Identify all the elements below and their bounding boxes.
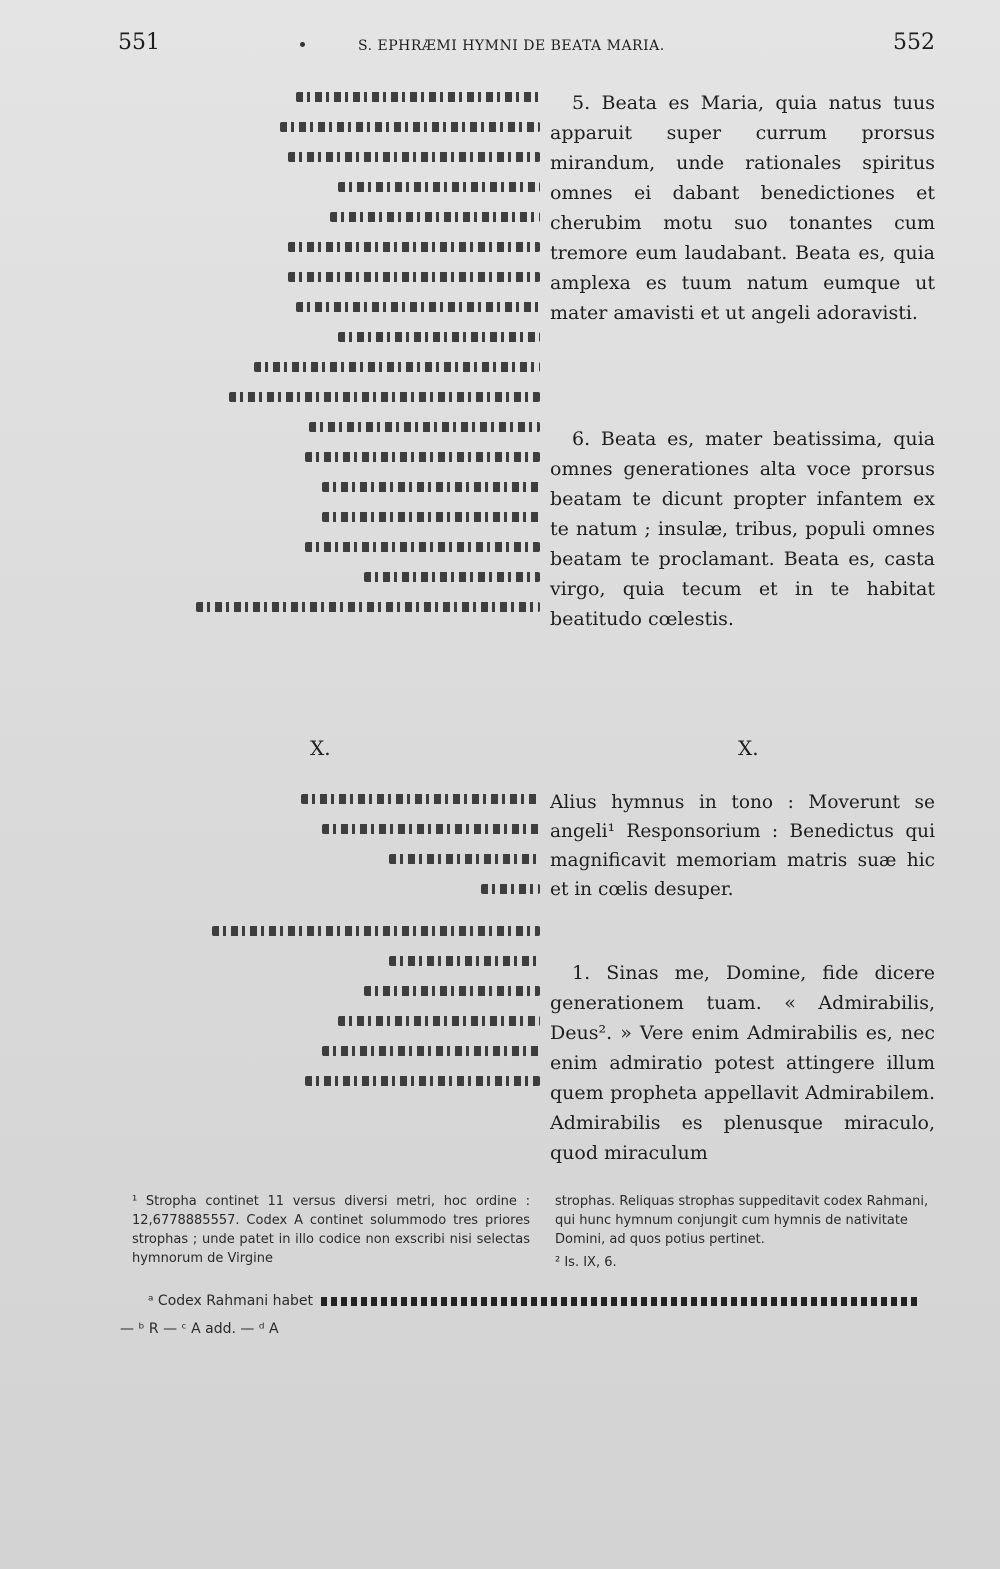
syriac-line-ink <box>309 422 540 432</box>
syriac-line <box>120 976 540 1006</box>
header-dot <box>300 42 305 47</box>
syriac-line-ink <box>280 122 540 132</box>
syriac-line-ink <box>330 212 540 222</box>
stanza-5 <box>550 88 935 328</box>
syriac-line-ink <box>196 602 540 612</box>
stanza-5-text: 5. Beata es Maria, quia natus tuus apparuit super currum prorsus mirandum, unde rationales spiritus omnes ei dabant benedictiones et cherubim motu suo tonantes cum tremore eum laudabant. Beata es, quia amplexa es tuum natum eumque ut mater amavisti et ut angeli adoravisti. <box>550 92 935 324</box>
section-number-right: X. <box>738 736 759 760</box>
syriac-line <box>120 442 540 472</box>
stanza-6 <box>550 424 935 634</box>
syriac-line-ink <box>322 824 540 834</box>
syriac-line <box>120 946 540 976</box>
syriac-line <box>120 322 540 352</box>
running-title: S. EPHRÆMI HYMNI DE BEATA MARIA. <box>358 38 665 54</box>
syriac-line-ink <box>338 1016 540 1026</box>
section-number-left: X. <box>310 736 331 760</box>
syriac-line-ink <box>288 242 540 252</box>
syriac-line <box>120 292 540 322</box>
syriac-line <box>120 202 540 232</box>
syriac-line <box>120 784 540 814</box>
hymn-intro-text: Alius hymnus in tono : Moverunt se angeli¹ Responsorium : Benedictus qui magnificavit memoriam matris suæ hic et in cœlis desuper. <box>550 792 935 900</box>
footnote-variants-bcd: — ᵇ R — ᶜ A add. — ᵈ A <box>120 1321 279 1337</box>
syriac-line <box>120 1006 540 1036</box>
syriac-line-ink <box>288 152 540 162</box>
syriac-line-ink <box>322 1046 540 1056</box>
footnote-right-text: strophas. Reliquas strophas suppeditavit codex Rahmani, qui hunc hymnum conjungit cum hymnis de nativitate Domini, ad quos potius pertinet. <box>555 1194 929 1247</box>
footnote-left: ¹ Strophа continet 11 versus diversi metri, hoc ordine : 12,6778885557. Codex A continet solummodo tres priores strophas ; unde patet in illo codice non exscribi nisi selectas hymnorum de Virgine <box>132 1194 530 1266</box>
syriac-line-ink <box>389 956 540 966</box>
footnote-variant-a <box>148 1292 948 1311</box>
footnote-right-ref: ² Is. IX, 6. <box>555 1255 617 1270</box>
syriac-line <box>120 844 540 874</box>
stanza-1 <box>550 958 935 1168</box>
syriac-hymn-ix <box>120 82 540 622</box>
syriac-line-ink <box>389 854 540 864</box>
footnote-right <box>555 1192 940 1272</box>
syriac-line <box>120 916 540 946</box>
footnote-variant-a-label: ᵃ Codex Rahmani habet <box>148 1293 314 1309</box>
syriac-line <box>120 472 540 502</box>
syriac-line <box>120 814 540 844</box>
syriac-variant-text <box>321 1297 921 1306</box>
syriac-line-ink <box>296 92 540 102</box>
syriac-line-ink <box>305 1076 540 1086</box>
syriac-line <box>120 262 540 292</box>
syriac-line-ink <box>305 452 540 462</box>
syriac-line <box>120 592 540 622</box>
syriac-line-ink <box>481 884 540 894</box>
syriac-line <box>120 352 540 382</box>
hymn-intro <box>550 788 935 904</box>
syriac-line-ink <box>364 986 540 996</box>
stanza-1-text: 1. Sinas me, Domine, fide dicere generationem tuam. « Admirabilis, Deus². » Vere enim Admirabilis es, nec enim admiratio potest attingere illum quem propheta appellavit Admirabilem. Admirabilis es plenusque miraculo, quod miraculum <box>550 962 935 1164</box>
syriac-line <box>120 142 540 172</box>
syriac-line-ink <box>322 482 540 492</box>
stanza-6-text: 6. Beata es, mater beatissima, quia omnes generationes alta voce prorsus beatam te dicunt propter infantem ex te natum ; insulæ, tribus, populi omnes beatam te proclamant. Beata es, casta virgo, quia tecum et in te habitat beatitudo cœlestis. <box>550 428 935 630</box>
syriac-line-ink <box>322 512 540 522</box>
page-number-right: 552 <box>893 30 935 55</box>
syriac-line-ink <box>288 272 540 282</box>
syriac-line <box>120 82 540 112</box>
syriac-line <box>120 232 540 262</box>
page-number-left: 551 <box>118 30 160 55</box>
syriac-line-ink <box>212 926 540 936</box>
syriac-line-ink <box>301 794 540 804</box>
syriac-line <box>120 562 540 592</box>
syriac-line <box>120 502 540 532</box>
syriac-line-ink <box>296 302 540 312</box>
syriac-line <box>120 412 540 442</box>
syriac-hymn-x <box>120 784 540 1096</box>
syriac-line <box>120 532 540 562</box>
syriac-line-ink <box>338 332 540 342</box>
syriac-line-ink <box>229 392 540 402</box>
syriac-line-ink <box>305 542 540 552</box>
syriac-line <box>120 1036 540 1066</box>
syriac-line-ink <box>254 362 540 372</box>
syriac-line <box>120 112 540 142</box>
syriac-line <box>120 382 540 412</box>
syriac-line <box>120 172 540 202</box>
syriac-line-ink <box>338 182 540 192</box>
syriac-line-ink <box>364 572 540 582</box>
syriac-line <box>120 1066 540 1096</box>
syriac-line <box>120 874 540 904</box>
